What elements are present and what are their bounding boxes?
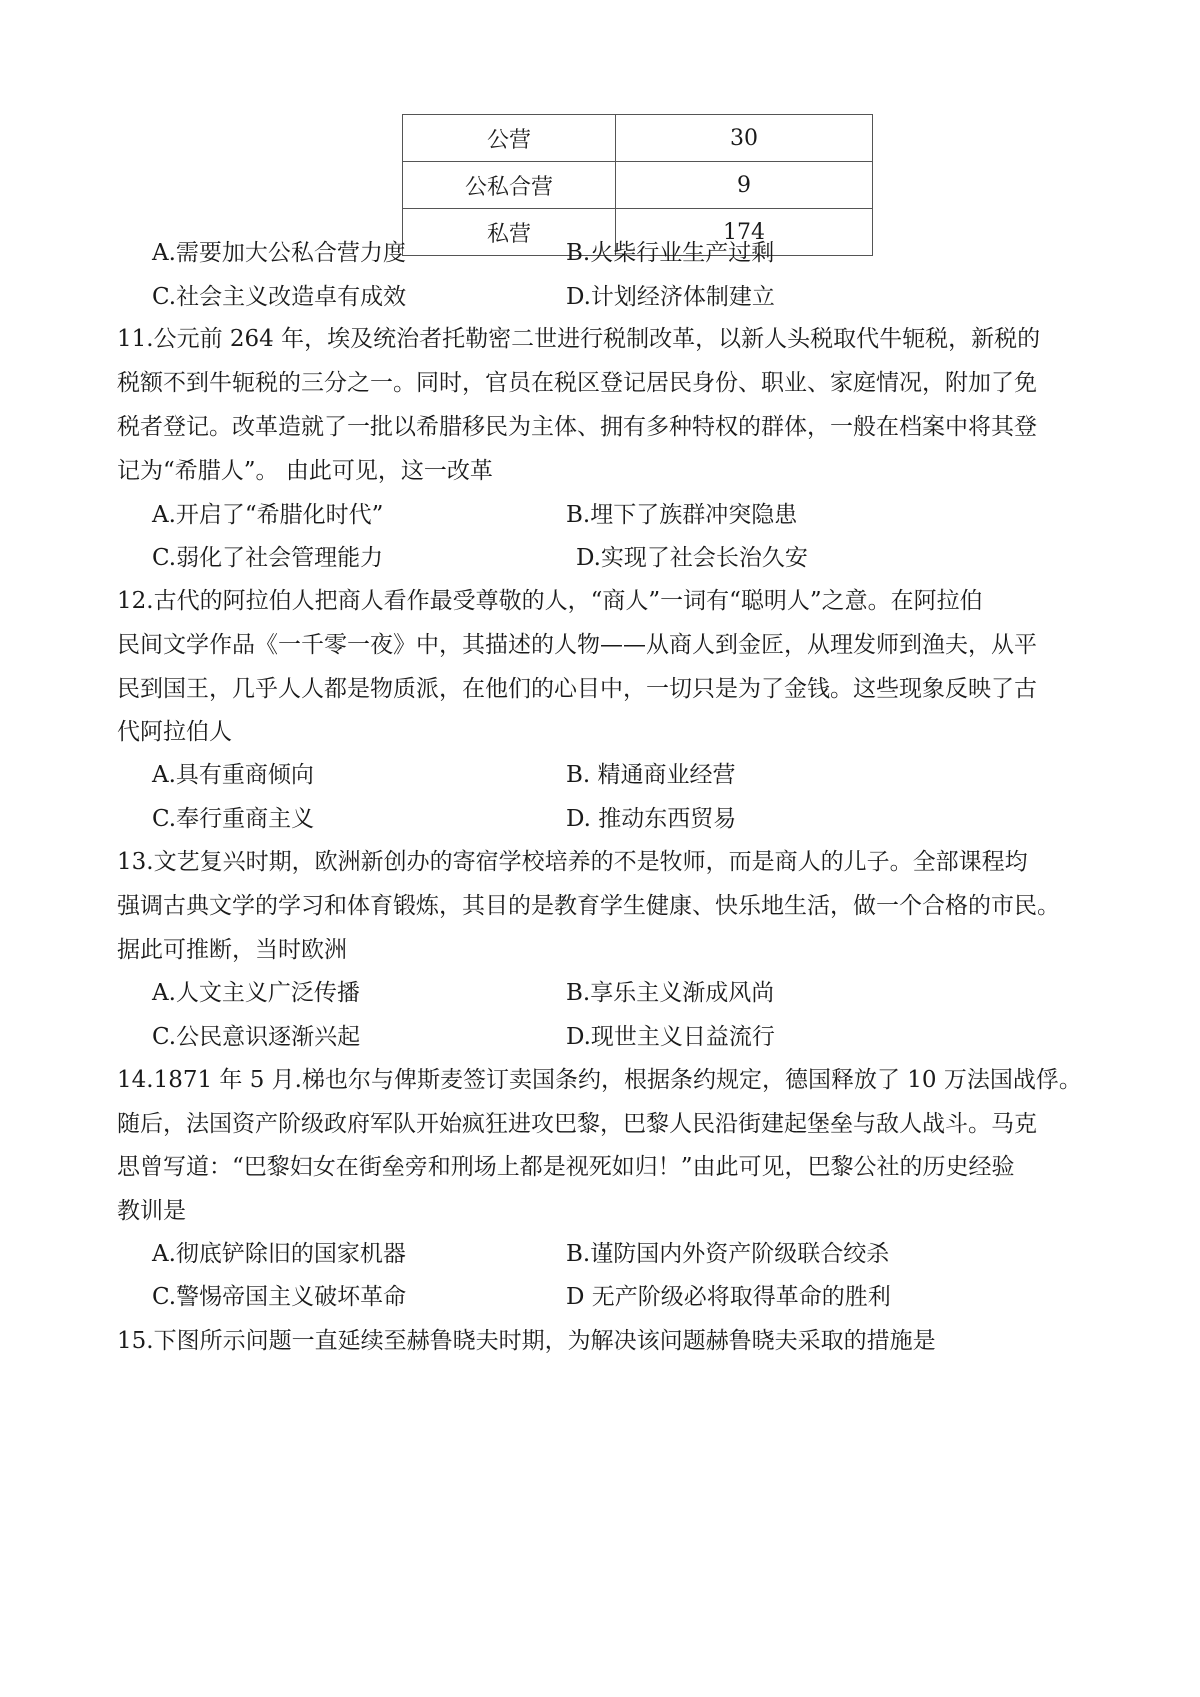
q14-option-a: A.彻底铲除旧的国家机器 [152, 1241, 406, 1267]
table-cell-value: 30 [616, 115, 873, 162]
q13-stem-line: 据此可推断，当时欧洲 [117, 937, 347, 963]
table-cell-value: 174 [616, 209, 873, 256]
q14-option-c: C.警惕帝国主义破坏革命 [152, 1284, 407, 1310]
q13-option-a: A.人文主义广泛传播 [152, 980, 360, 1006]
q11-stem-line: 11.公元前 264 年，埃及统治者托勒密二世进行税制改革，以新人头税取代牛轭税，新税的 [117, 326, 1041, 352]
q14-stem-line: 教训是 [117, 1198, 186, 1224]
q10-option-b: B.火柴行业生产过剩 [566, 240, 775, 266]
q11-option-d: D.实现了社会长治久安 [576, 545, 808, 571]
q11-stem-line: 税者登记。改革造就了一批以希腊移民为主体、拥有多种特权的群体，一般在档案中将其登 [117, 414, 1037, 440]
q13-stem-line: 13.文艺复兴时期，欧洲新创办的寄宿学校培养的不是牧师，而是商人的儿子。全部课程均 [117, 849, 1028, 875]
q14-option-d: D 无产阶级必将取得革命的胜利 [566, 1284, 891, 1310]
q12-stem-line: 12.古代的阿拉伯人把商人看作最受尊敬的人，“商人”一词有“聪明人”之意。在阿拉伯 [117, 588, 983, 614]
q12-option-c: C.奉行重商主义 [152, 806, 315, 832]
q12-option-d: D. 推动东西贸易 [566, 806, 737, 832]
enterprise-table [402, 114, 873, 256]
q11-option-a: A.开启了“希腊化时代” [152, 502, 384, 528]
q13-option-b: B.享乐主义渐成风尚 [566, 980, 775, 1006]
q13-stem-line: 强调古典文学的学习和体育锻炼，其目的是教育学生健康、快乐地生活，做一个合格的市民。 [117, 893, 1060, 919]
q10-option-d: D.计划经济体制建立 [566, 284, 775, 310]
q12-stem-line: 代阿拉伯人 [117, 719, 232, 745]
q10-option-a: A.需要加大公私合营力度 [152, 240, 406, 266]
table-cell-type: 私营 [403, 209, 616, 256]
q11-stem-line: 记为“希腊人”。 由此可见，这一改革 [117, 458, 493, 484]
table-cell-type: 公私合营 [403, 162, 616, 209]
q13-option-d: D.现世主义日益流行 [566, 1024, 775, 1050]
q12-option-b: B. 精通商业经营 [566, 762, 736, 788]
q14-option-b: B.谨防国内外资产阶级联合绞杀 [566, 1241, 890, 1267]
q14-stem-line: 随后，法国资产阶级政府军队开始疯狂进攻巴黎，巴黎人民沿街建起堡垒与敌人战斗。马克 [117, 1111, 1037, 1137]
table-row [403, 115, 873, 162]
q13-option-c: C.公民意识逐渐兴起 [152, 1024, 361, 1050]
q14-stem-line: 思曾写道：“巴黎妇女在街垒旁和刑场上都是视死如归！”由此可见，巴黎公社的历史经验 [117, 1154, 1015, 1180]
q12-option-a: A.具有重商倾向 [152, 762, 314, 788]
table-row [403, 162, 873, 209]
q14-stem-line: 14.1871 年 5 月.梯也尔与俾斯麦签订卖国条约，根据条约规定，德国释放了 10 万法国战俘。 [117, 1067, 1082, 1093]
table-cell-type: 公营 [403, 115, 616, 162]
q12-stem-line: 民间文学作品《一千零一夜》中，其描述的人物——从商人到金匠，从理发师到渔夫，从平 [117, 632, 1037, 658]
q10-option-c: C.社会主义改造卓有成效 [152, 284, 407, 310]
q15-stem-line: 15.下图所示问题一直延续至赫鲁晓夫时期，为解决该问题赫鲁晓夫采取的措施是 [117, 1328, 936, 1354]
q12-stem-line: 民到国王，几乎人人都是物质派，在他们的心目中，一切只是为了金钱。这些现象反映了古 [117, 676, 1037, 702]
q11-stem-line: 税额不到牛轭税的三分之一。同时，官员在税区登记居民身份、职业、家庭情况，附加了免 [117, 370, 1037, 396]
q11-option-b: B.埋下了族群冲突隐患 [566, 502, 798, 528]
q11-option-c: C.弱化了社会管理能力 [152, 545, 384, 571]
table-cell-value: 9 [616, 162, 873, 209]
